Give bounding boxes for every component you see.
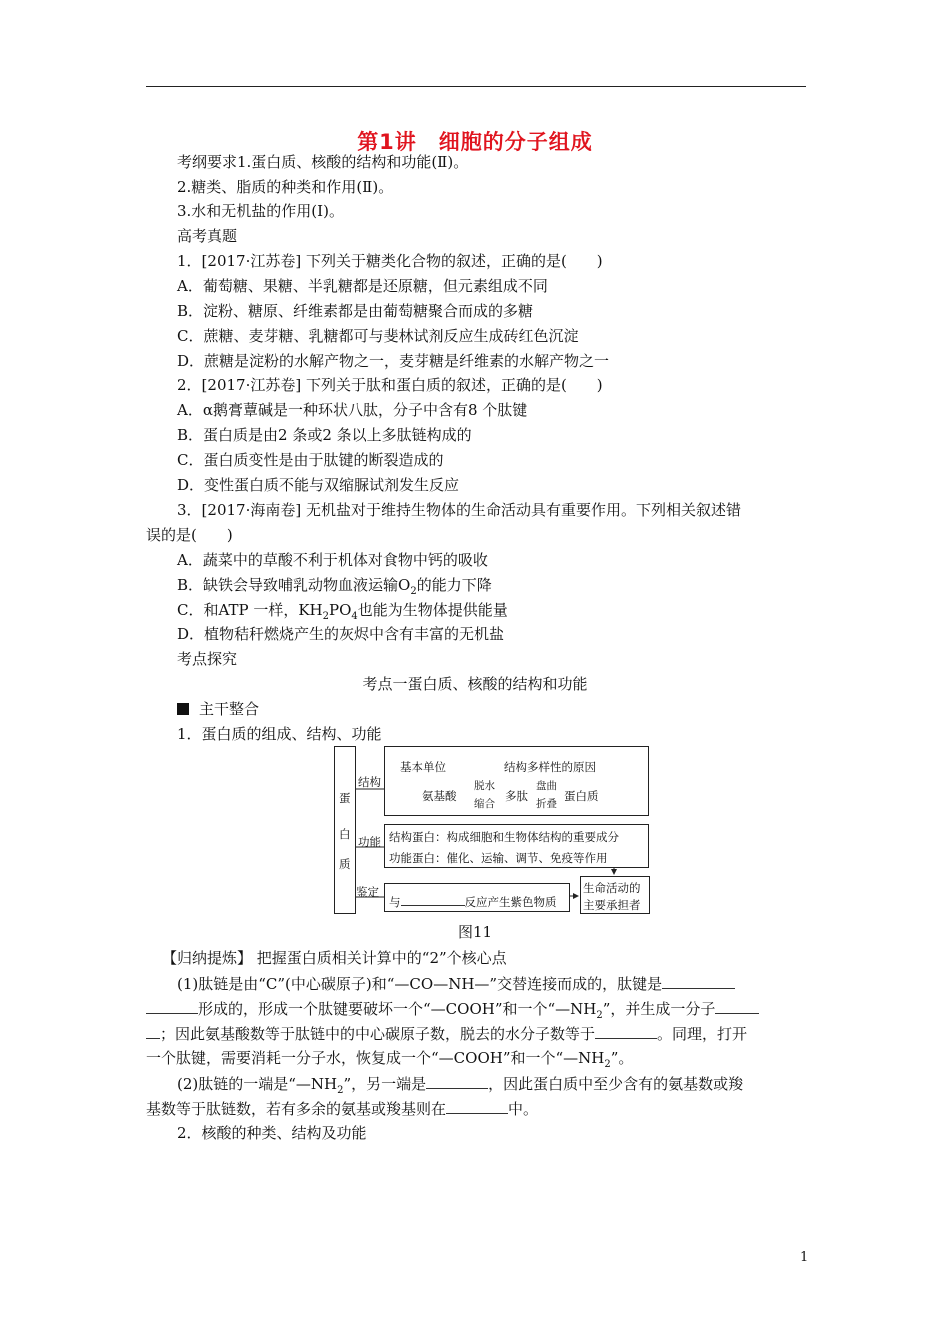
q3-stem-line2: 误的是( ) — [146, 526, 233, 544]
p2-line2-text: 基数等于肽链数，若有多余的氨基或羧基则在 — [146, 1100, 447, 1118]
p1-line2-text: 形成的，形成一个肽键要破坏一个“—COOH”和一个“—NH — [198, 1000, 597, 1018]
q1-option-c: C．蔗糖、麦芽糖、乳糖都可与斐林试剂反应生成砖红色沉淀 — [177, 327, 579, 345]
p1-line4 — [146, 1048, 633, 1075]
blank-2-cont — [146, 1023, 160, 1039]
q1-option-d: D．蔗糖是淀粉的水解产物之一，麦芽糖是纤维素的水解产物之一 — [177, 352, 610, 370]
q3-c-sub1: 2 — [322, 611, 330, 622]
blank-5 — [446, 1098, 508, 1114]
q3-stem-line1: 3．[2017·海南卷] 无机盐对于维持生物体的生命活动具有重要作用。下列相关叙述错 — [177, 501, 741, 519]
basic-unit: 基本单位 — [400, 760, 446, 774]
figure-caption: 图11 — [457, 923, 493, 941]
blank-2 — [715, 998, 759, 1014]
summary-head-rest: 把握蛋白质相关计算中的“2”个核心点 — [252, 949, 507, 967]
bearer-line2: 主要承担者 — [583, 898, 641, 912]
q3-b-text: B．缺铁会导致哺乳动物血液运输O — [177, 576, 411, 594]
vertical-char-1: 蛋 — [339, 791, 351, 805]
requirement-3: 3.水和无机盐的作用(Ⅰ)。 — [177, 202, 344, 220]
q1-stem: 1．[2017·江苏卷] 下列关于糖类化合物的叙述，正确的是( ) — [177, 252, 603, 270]
dehydrate: 脱水 — [474, 780, 495, 792]
structure-box — [384, 746, 649, 816]
q1-option-b: B．淀粉、糖原、纤维素都是由葡萄糖聚合而成的多糖 — [177, 302, 534, 320]
q2-option-d: D．变性蛋白质不能与双缩脲试剂发生反应 — [177, 476, 460, 494]
blank-3 — [595, 1023, 657, 1039]
condense: 缩合 — [474, 798, 495, 810]
p2-line1-mid: ”，另一端是 — [343, 1075, 427, 1093]
q3-b-text-end: 的能力下降 — [416, 576, 492, 594]
protein-label: 蛋白质 — [564, 789, 599, 803]
p1-line4-sub: 2 — [604, 1059, 611, 1070]
function-functional: 功能蛋白：催化、运输、调节、免疫等作用 — [389, 851, 608, 865]
p1-line3 — [146, 1023, 747, 1044]
identify-prefix: 与 — [389, 895, 401, 909]
blank-4 — [426, 1073, 488, 1089]
blank-1-cont — [146, 998, 198, 1014]
point1-heading: 考点一蛋白质、核酸的结构和功能 — [362, 675, 588, 693]
structure-diversity: 结构多样性的原因 — [504, 760, 596, 774]
identify-suffix: 反应产生紫色物质 — [464, 895, 557, 909]
p1-line3-text-end: 。同理，打开 — [657, 1025, 748, 1043]
q3-c-sub2: 4 — [351, 611, 358, 622]
p2-line2 — [146, 1098, 538, 1119]
summary-heading — [162, 948, 507, 968]
q3-c-text: C．和ATP 一样，KH — [177, 601, 323, 619]
polypeptide: 多肽 — [505, 789, 528, 803]
q1-option-a: A．葡萄糖、果糖、半乳糖都是还原糖，但元素组成不同 — [177, 277, 548, 295]
coil: 盘曲 — [536, 780, 557, 792]
identify-text — [389, 890, 557, 910]
q2-option-c: C．蛋白质变性是由于肽键的断裂造成的 — [177, 451, 444, 469]
p2-line1-end: ，因此蛋白质中至少含有的氨基数或羧 — [488, 1075, 744, 1093]
main-heading-text: 主干整合 — [199, 700, 260, 718]
function-structural: 结构蛋白：构成细胞和生物体结构的重要成分 — [389, 830, 619, 844]
q2-option-b: B．蛋白质是由2 条或2 条以上多肽链构成的 — [177, 426, 472, 444]
blank-1 — [662, 973, 735, 989]
q3-c-mid: PO — [329, 601, 352, 619]
amino-acid: 氨基酸 — [422, 789, 457, 803]
main-heading — [177, 699, 259, 719]
label-structure: 结构 — [358, 775, 381, 789]
p1-line1-text: (1)肽链是由“C”(中心碳原子)和“—CO—NH—”交替连接而成的，肽键是 — [177, 975, 663, 993]
gaokao-heading: 高考真题 — [177, 227, 238, 245]
vertical-char-3: 质 — [339, 857, 351, 871]
fold: 折叠 — [536, 798, 557, 810]
p1-line2-sub: 2 — [596, 1010, 603, 1021]
q3-b-sub: 2 — [410, 586, 417, 597]
label-function: 功能 — [358, 835, 381, 849]
requirement-2: 2.糖类、脂质的种类和作用(Ⅱ)。 — [177, 178, 394, 196]
explore-heading: 考点探究 — [177, 650, 238, 668]
q3-option-a: A．蔬菜中的草酸不利于机体对食物中钙的吸收 — [177, 551, 488, 569]
p1-line4-text-end: ”。 — [610, 1049, 634, 1067]
q3-c-text-end: 也能为生物体提供能量 — [357, 601, 508, 619]
p2-line1 — [177, 1073, 743, 1101]
p2-line1-sub: 2 — [337, 1085, 344, 1096]
p1-line1 — [177, 973, 735, 994]
p2-line2-text-end: 中。 — [508, 1100, 539, 1118]
p1-line4-text: 一个肽键，需要消耗一分子水，恢复成一个“—COOH”和一个“—NH — [146, 1049, 605, 1067]
q3-option-d: D．植物秸秆燃烧产生的灰烬中含有丰富的无机盐 — [177, 625, 505, 643]
q3-option-c — [177, 600, 508, 627]
page-number: 1 — [800, 1250, 809, 1265]
q2-option-a: A．α鹅膏蕈碱是一种环状八肽，分子中含有8 个肽键 — [177, 401, 528, 419]
label-identify: 鉴定 — [356, 885, 379, 899]
square-bullet-icon — [177, 703, 189, 715]
q2-stem: 2．[2017·江苏卷] 下列关于肽和蛋白质的叙述，正确的是( ) — [177, 376, 603, 394]
protein-diagram — [334, 746, 654, 916]
page-title: 第1讲 细胞的分子组成 — [357, 130, 593, 154]
p1-line2 — [146, 998, 759, 1026]
p1-line3-text: ；因此氨基酸数等于肽链中的中心碳原子数，脱去的水分子数等于 — [160, 1025, 596, 1043]
p2-line1-text: (2)肽链的一端是“—NH — [177, 1075, 338, 1093]
vertical-char-2: 白 — [339, 827, 351, 841]
requirement-1: 考纲要求1.蛋白质、核酸的结构和功能(Ⅱ)。 — [177, 153, 469, 171]
identify-blank — [401, 890, 465, 906]
subheading-nucleic-acid: 2．核酸的种类、结构及功能 — [177, 1124, 367, 1142]
bearer-line1: 生命活动的 — [583, 881, 641, 895]
subheading-protein: 1．蛋白质的组成、结构、功能 — [177, 725, 382, 743]
q3-option-b — [177, 575, 492, 602]
summary-head: 【归纳提炼】 — [162, 949, 253, 967]
header-rule — [146, 86, 806, 87]
p1-line2-text-end: ”，并生成一分子 — [602, 1000, 716, 1018]
